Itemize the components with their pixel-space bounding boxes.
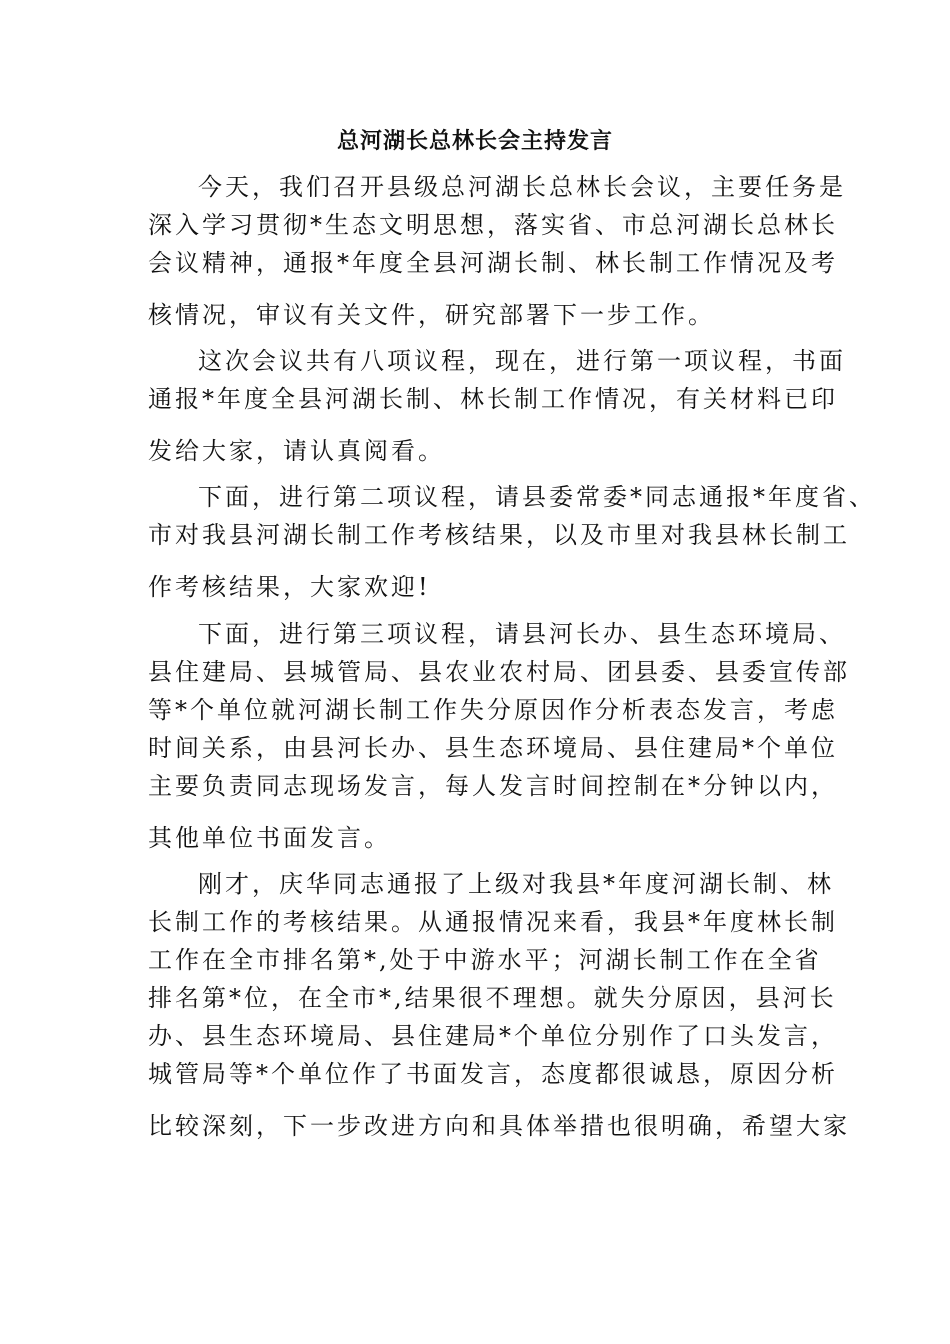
paragraph-2-line-3: 发给大家，请认真阅看。	[148, 437, 445, 465]
paragraph-4-line-3: 等*个单位就河湖长制工作失分原因作分析表态发言，考虑	[148, 696, 838, 724]
paragraph-5-line-1: 刚才，庆华同志通报了上级对我县*年度河湖长制、林	[198, 870, 834, 898]
paragraph-5-line-5: 办、县生态环境局、县住建局*个单位分别作了口头发言，	[148, 1022, 838, 1050]
paragraph-4-line-2: 县住建局、县城管局、县农业农村局、团县委、县委宣传部	[148, 658, 850, 686]
paragraph-2-line-1: 这次会议共有八项议程，现在，进行第一项议程，书面	[198, 347, 846, 375]
paragraph-1-line-3: 会议精神，通报*年度全县河湖长制、林长制工作情况及考	[148, 249, 838, 277]
paragraph-3-line-3: 作考核结果，大家欢迎!	[148, 573, 431, 601]
document-title: 总河湖长总林长会主持发言	[336, 129, 613, 154]
paragraph-1-line-4: 核情况，审议有关文件，研究部署下一步工作。	[148, 301, 715, 329]
paragraph-3-line-1: 下面，进行第二项议程，请县委常委*同志通报*年度省、	[198, 483, 876, 511]
paragraph-4-line-1: 下面，进行第三项议程，请县河长办、县生态环境局、	[198, 620, 846, 648]
paragraph-5-line-3: 工作在全市排名第*,处于中游水平；河湖长制工作在全省	[148, 946, 822, 974]
paragraph-1-line-1: 今天，我们召开县级总河湖长总林长会议，主要任务是	[198, 173, 846, 201]
paragraph-4-line-4: 时间关系，由县河长办、县生态环境局、县住建局*个单位	[148, 734, 838, 762]
paragraph-4-line-6: 其他单位书面发言。	[148, 824, 391, 852]
paragraph-1-line-2: 深入学习贯彻*生态文明思想，落实省、市总河湖长总林长	[148, 211, 838, 239]
paragraph-4-line-5: 主要负责同志现场发言，每人发言时间控制在*分钟以内，	[148, 772, 838, 800]
paragraph-3-line-2: 市对我县河湖长制工作考核结果，以及市里对我县林长制工	[148, 521, 850, 549]
paragraph-5-line-7: 比较深刻，下一步改进方向和具体举措也很明确，希望大家	[148, 1112, 850, 1140]
paragraph-2-line-2: 通报*年度全县河湖长制、林长制工作情况，有关材料已印	[148, 385, 838, 413]
paragraph-5-line-2: 长制工作的考核结果。从通报情况来看，我县*年度林长制	[148, 908, 838, 936]
paragraph-5-line-6: 城管局等*个单位作了书面发言，态度都很诚恳，原因分析	[148, 1060, 838, 1088]
paragraph-5-line-4: 排名第*位，在全市*,结果很不理想。就失分原因，县河长	[148, 984, 837, 1012]
